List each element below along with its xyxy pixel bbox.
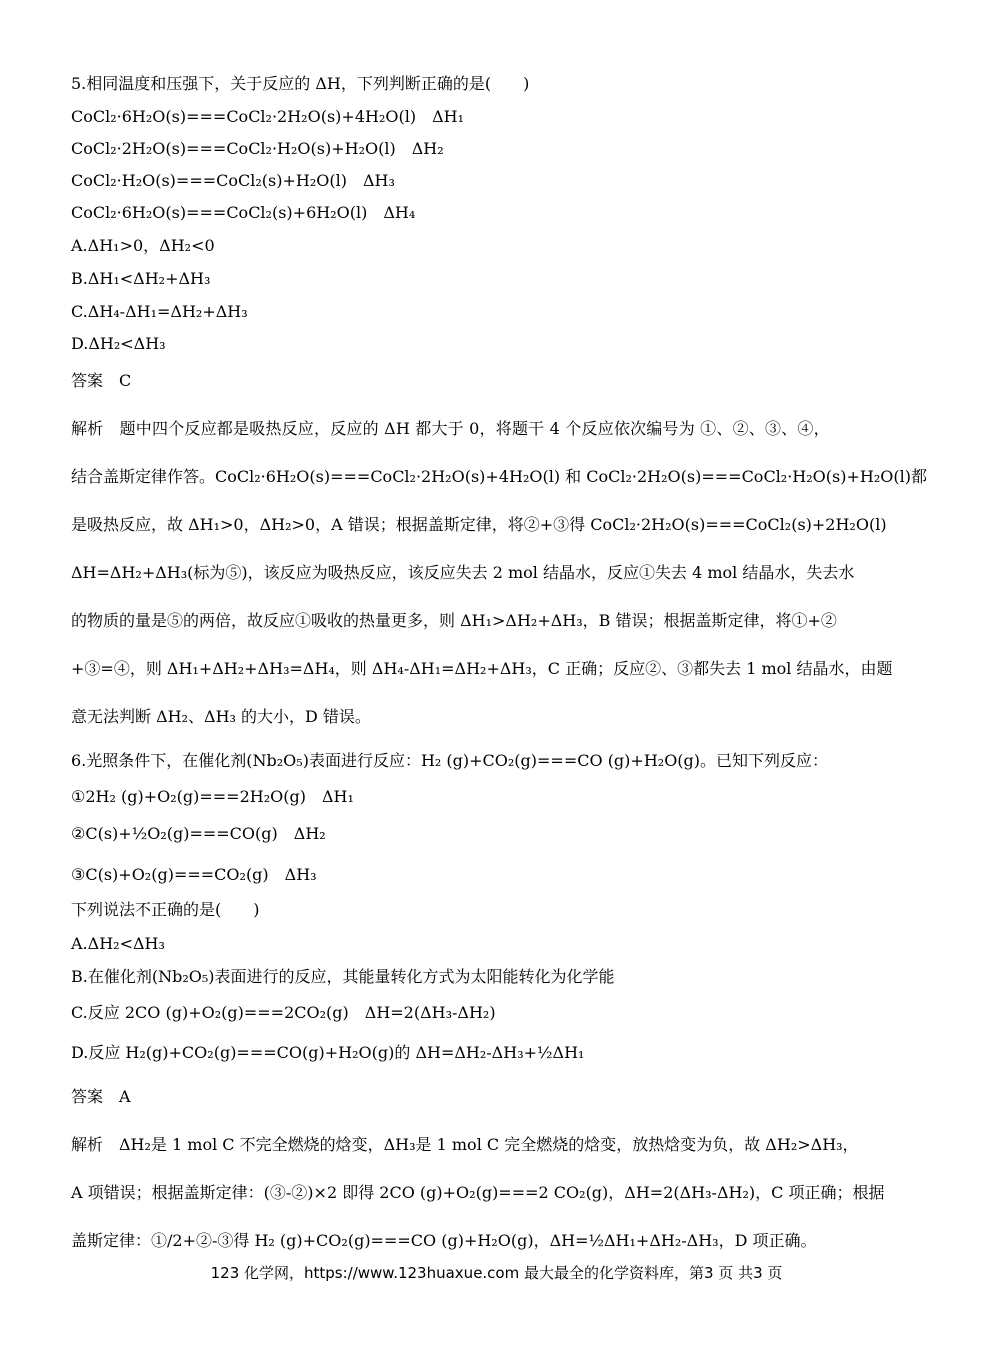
q5-equation-3: CoCl₂·H₂O(s)===CoCl₂(s)+H₂O(l) ΔH₃ [71,171,395,190]
q5-explanation-line-5: 的物质的量是⑤的两倍，故反应①吸收的热量更多，则 ΔH₁>ΔH₂+ΔH₃，B 错误；根据盖斯定律，将①+② [71,611,837,630]
q6-stem: 6.光照条件下，在催化剂(Nb₂O₅)表面进行反应：H₂ (g)+CO₂(g)===CO (g)+H₂O(g)。已知下列反应： [71,751,829,770]
page-footer: 123 化学网，https://www.123huaxue.com 最大最全的化学资料库，第3 页 共3 页 [210,1264,783,1282]
q6-reaction-2: ②C(s)+½O₂(g)===CO(g) ΔH₂ [71,824,326,843]
q5-equation-4: CoCl₂·6H₂O(s)===CoCl₂(s)+6H₂O(l) ΔH₄ [71,203,416,222]
q5-explanation-line-2: 结合盖斯定律作答。CoCl₂·6H₂O(s)===CoCl₂·2H₂O(s)+4H₂O(l) 和 CoCl₂·2H₂O(s)===CoCl₂·H₂O(s)+H₂O(l)都 [71,467,927,486]
q5-explanation-line-1: 解析 题中四个反应都是吸热反应，反应的 ΔH 都大于 0，将题干 4 个反应依次编号为 ①、②、③、④， [71,419,830,438]
q6-option-b: B.在催化剂(Nb₂O₅)表面进行的反应，其能量转化方式为太阳能转化为化学能 [71,967,615,986]
q5-option-d: D.ΔH₂<ΔH₃ [71,334,166,353]
q5-stem: 5.相同温度和压强下，关于反应的 ΔH，下列判断正确的是( ) [71,74,530,93]
q6-reaction-1: ①2H₂ (g)+O₂(g)===2H₂O(g) ΔH₁ [71,787,354,806]
q5-option-a: A.ΔH₁>0，ΔH₂<0 [71,236,215,255]
q5-option-b: B.ΔH₁<ΔH₂+ΔH₃ [71,269,211,288]
q6-option-d: D.反应 H₂(g)+CO₂(g)===CO(g)+H₂O(g)的 ΔH=ΔH₂-ΔH₃+½ΔH₁ [71,1043,585,1062]
q5-explanation-line-4: ΔH=ΔH₂+ΔH₃(标为⑤)，该反应为吸热反应，该反应失去 2 mol 结晶水，反应①失去 4 mol 结晶水，失去水 [71,563,855,582]
q5-explanation-line-3: 是吸热反应，故 ΔH₁>0，ΔH₂>0，A 错误；根据盖斯定律，将②+③得 CoCl₂·2H₂O(s)===CoCl₂(s)+2H₂O(l) [71,515,887,534]
q6-answer: 答案 A [71,1087,131,1106]
q5-equation-1: CoCl₂·6H₂O(s)===CoCl₂·2H₂O(s)+4H₂O(l) ΔH₁ [71,107,465,126]
q6-question: 下列说法不正确的是( ) [71,900,260,919]
q6-option-a: A.ΔH₂<ΔH₃ [71,934,165,953]
q5-explanation-line-6: +③=④，则 ΔH₁+ΔH₂+ΔH₃=ΔH₄，则 ΔH₄-ΔH₁=ΔH₂+ΔH₃，C 正确；反应②、③都失去 1 mol 结晶水，由题 [71,659,893,678]
q6-reaction-3: ③C(s)+O₂(g)===CO₂(g) ΔH₃ [71,865,317,884]
q6-explanation-line-1: 解析 ΔH₂是 1 mol C 不完全燃烧的焓变，ΔH₃是 1 mol C 完全燃烧的焓变，放热焓变为负，故 ΔH₂>ΔH₃， [71,1135,859,1154]
q6-option-c: C.反应 2CO (g)+O₂(g)===2CO₂(g) ΔH=2(ΔH₃-ΔH₂) [71,1003,496,1022]
q6-explanation-line-3: 盖斯定律：①/2+②-③得 H₂ (g)+CO₂(g)===CO (g)+H₂O(g)，ΔH=½ΔH₁+ΔH₂-ΔH₃，D 项正确。 [71,1231,817,1250]
q5-equation-2: CoCl₂·2H₂O(s)===CoCl₂·H₂O(s)+H₂O(l) ΔH₂ [71,139,444,158]
q6-explanation-line-2: A 项错误；根据盖斯定律：(③-②)×2 即得 2CO (g)+O₂(g)===2 CO₂(g)，ΔH=2(ΔH₃-ΔH₂)，C 项正确；根据 [71,1183,885,1202]
q5-option-c: C.ΔH₄-ΔH₁=ΔH₂+ΔH₃ [71,302,248,321]
q5-answer: 答案 C [71,371,132,390]
q5-explanation-line-7: 意无法判断 ΔH₂、ΔH₃ 的大小，D 错误。 [71,707,371,726]
